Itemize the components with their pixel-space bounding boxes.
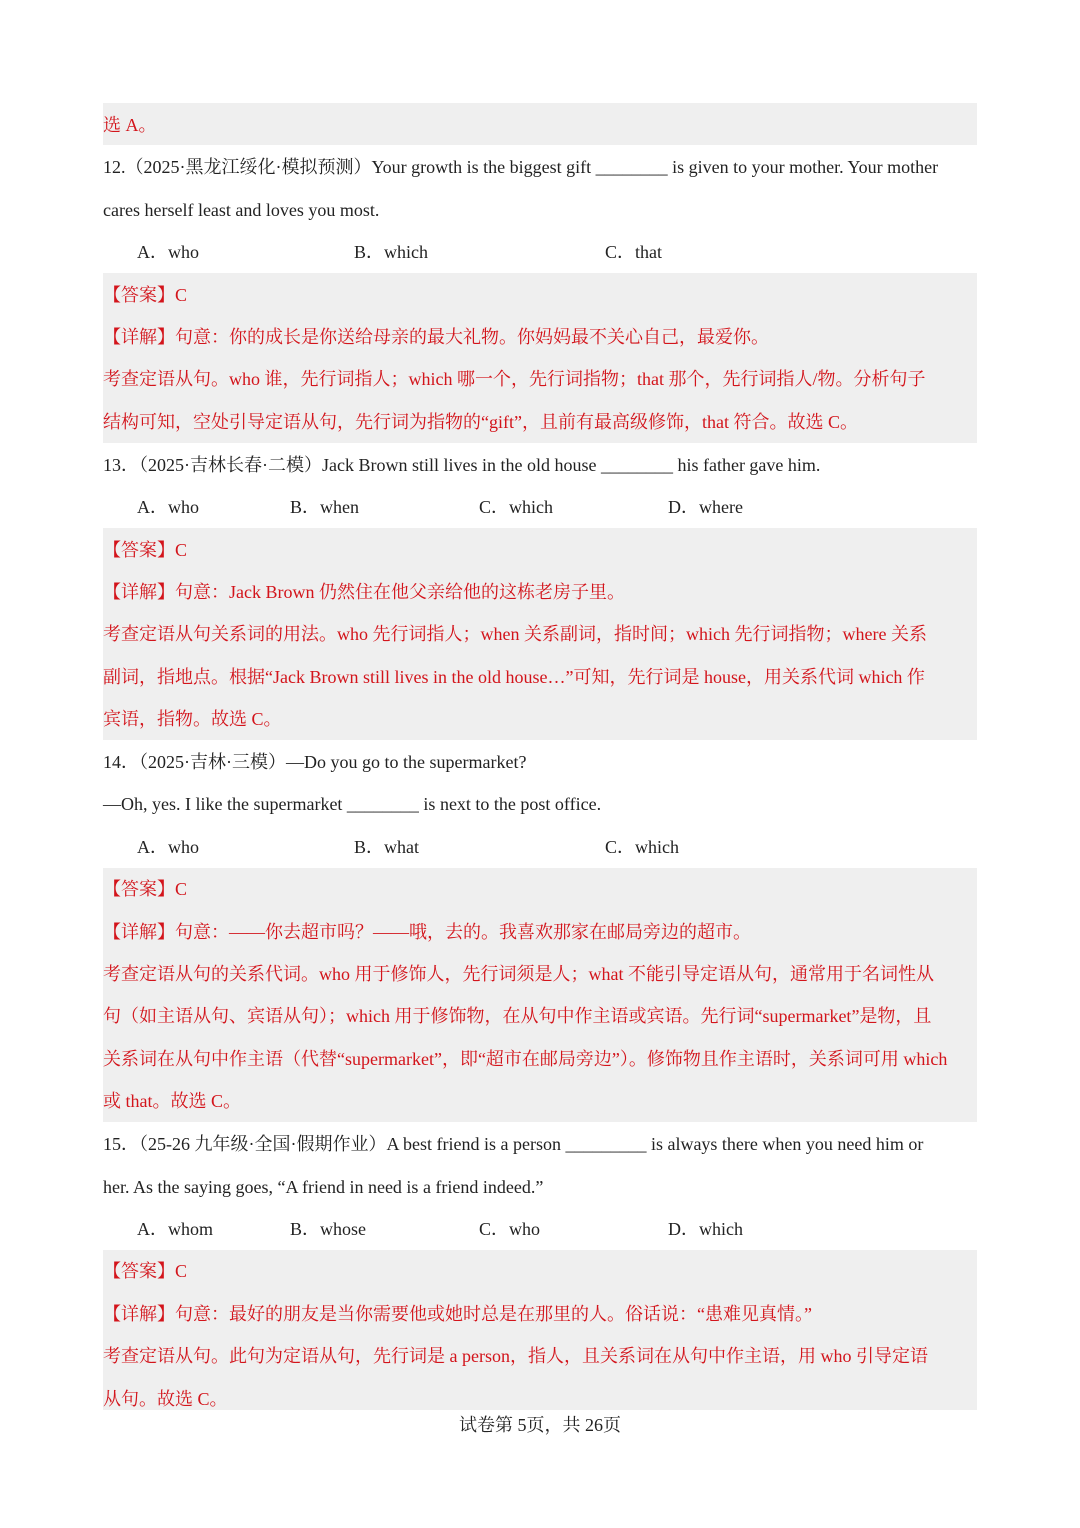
q15-answer-shade <box>103 1250 977 1410</box>
q14-answer: 【答案】C <box>103 879 188 899</box>
q15-option-a: A．whom <box>137 1219 213 1239</box>
q15-detail-line3: 从句。故选 C。 <box>103 1389 228 1409</box>
q14-detail-line3: 句（如主语从句、宾语从句）；which 用于修饰物，在从句中作主语或宾语。先行词“supermarket”是物，且 <box>103 1006 932 1026</box>
q14-detail-line5: 或 that。故选 C。 <box>103 1091 241 1111</box>
q15-option-c: C．who <box>479 1219 541 1239</box>
q12-option-b: B．which <box>354 242 428 262</box>
q12-stem-line2: cares herself least and loves you most. <box>103 200 380 220</box>
q15-option-d: D．which <box>668 1219 743 1239</box>
q13-stem-line1: 13．（2025·吉林长春·二模）Jack Brown still lives in the old house ________ his father gave him. <box>103 455 821 475</box>
q12-detail-line2: 考查定语从句。who 谁，先行词指人；which 哪一个，先行词指物；that 那个，先行词指人/物。分析句子 <box>103 369 926 389</box>
q14-stem-line1: 14．（2025·吉林·三模）—Do you go to the supermarket? <box>103 752 527 772</box>
q13-detail-line4: 宾语，指物。故选 C。 <box>103 709 282 729</box>
q15-stem-line1: 15．（25-26 九年级·全国·假期作业）A best friend is a person _________ is always there when you need him or <box>103 1134 924 1154</box>
q12-option-c: C．that <box>605 242 662 262</box>
q15-answer: 【答案】C <box>103 1261 188 1281</box>
q13-option-a: A．who <box>137 497 199 517</box>
q13-option-d: D．where <box>668 497 743 517</box>
q15-detail-line2: 考查定语从句。此句为定语从句，先行词是 a person，指人，且关系词在从句中作主语，用 who 引导定语 <box>103 1346 928 1366</box>
q14-option-c: C．which <box>605 837 679 857</box>
q14-stem-line2: —Oh, yes. I like the supermarket ________ is next to the post office. <box>103 794 602 814</box>
q12-answer: 【答案】C <box>103 285 188 305</box>
q14-detail-line2: 考查定语从句的关系代词。who 用于修饰人，先行词须是人；what 不能引导定语从句，通常用于名词性从 <box>103 964 934 984</box>
q13-detail-line2: 考查定语从句关系词的用法。who 先行词指人；when 关系副词，指时间；which 先行词指物；where 关系 <box>103 624 927 644</box>
q14-answer-shade <box>103 868 977 1122</box>
q14-detail-line1: 【详解】句意：——你去超市吗？——哦，去的。我喜欢那家在邮局旁边的超市。 <box>103 922 751 942</box>
q12-detail-line1: 【详解】句意：你的成长是你送给母亲的最大礼物。你妈妈最不关心自己，最爱你。 <box>103 327 769 347</box>
q14-option-a: A．who <box>137 837 199 857</box>
page-number-footer: 试卷第 5页，共 26页 <box>459 1415 621 1435</box>
q13-option-c: C．which <box>479 497 553 517</box>
q14-option-b: B．what <box>354 837 419 857</box>
q15-stem-line2: her. As the saying goes, “A friend in need is a friend indeed.” <box>103 1177 544 1197</box>
q12-option-a: A．who <box>137 242 199 262</box>
q15-detail-line1: 【详解】句意：最好的朋友是当你需要他或她时总是在那里的人。俗话说：“患难见真情。” <box>103 1304 812 1324</box>
q14-detail-line4: 关系词在从句中作主语（代替“supermarket”，即“超市在邮局旁边”）。修饰物且作主语时，关系词可用 which <box>103 1049 948 1069</box>
prev-answer-shade <box>103 103 977 145</box>
prev-answer-tail: 选 A。 <box>103 115 157 135</box>
q12-stem-line1: 12.（2025·黑龙江绥化·模拟预测）Your growth is the biggest gift ________ is given to your mother. Your mother <box>103 157 939 177</box>
q13-detail-line3: 副词，指地点。根据“Jack Brown still lives in the old house…”可知，先行词是 house，用关系代词 which 作 <box>103 667 925 687</box>
q13-option-b: B．when <box>290 497 359 517</box>
q15-option-b: B．whose <box>290 1219 366 1239</box>
q12-detail-line3: 结构可知，空处引导定语从句，先行词为指物的“gift”，且前有最高级修饰，that 符合。故选 C。 <box>103 412 858 432</box>
q13-answer: 【答案】C <box>103 540 188 560</box>
q13-detail-line1: 【详解】句意：Jack Brown 仍然住在他父亲给他的这栋老房子里。 <box>103 582 625 602</box>
